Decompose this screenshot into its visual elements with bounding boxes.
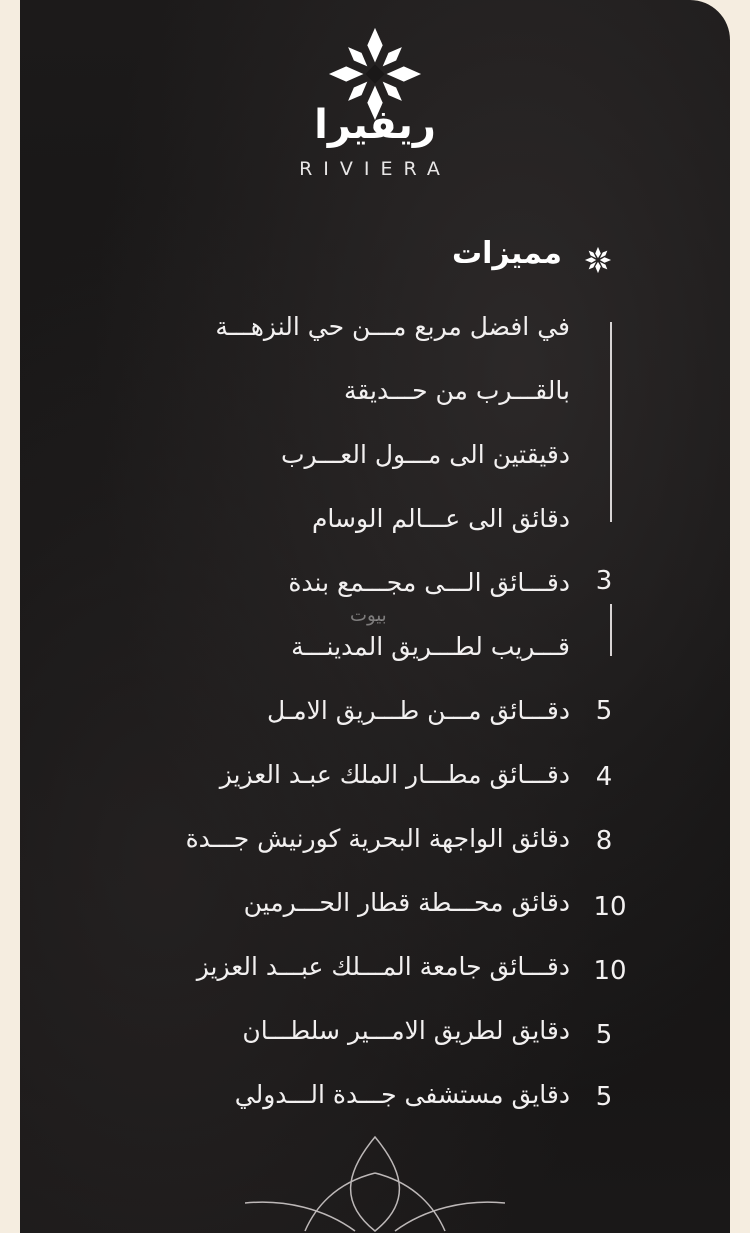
feature-number: 5 [595, 696, 613, 726]
feature-item: دقـــائق الـــى مجـــمع بندة [288, 568, 570, 597]
feature-number: 3 [595, 566, 613, 596]
watermark-text: بيوت [350, 605, 387, 626]
brand-name-arabic: ريفيرا [314, 102, 436, 148]
brand-name-english: RIVIERA [299, 158, 451, 180]
feature-item: دقايق لطريق الامـــير سلطـــان [242, 1016, 570, 1045]
feature-item: دقيقتين الى مـــول العـــرب [280, 440, 570, 469]
feature-item: في افضل مربع مـــن حي النزهـــة [215, 312, 570, 341]
lotus-ornament-icon [245, 1133, 505, 1233]
feature-item: دقـــائق مـــن طـــريق الامـل [266, 696, 570, 725]
feature-item: بالقـــرب من حـــديقة [343, 376, 570, 405]
feature-number: 8 [595, 826, 613, 856]
section-title: مميزات [451, 236, 562, 271]
feature-item: دقـــائق مطـــار الملك عبـد العزيز [219, 760, 570, 789]
snowflake-ornament-icon [584, 246, 612, 274]
feature-number: 10 [593, 956, 627, 986]
feature-item: قـــريب لطـــريق المدينـــة [291, 632, 570, 661]
feature-item: دقايق مستشفى جـــدة الـــدولي [234, 1080, 570, 1109]
feature-number: 5 [595, 1020, 613, 1050]
feature-item: دقـــائق جامعة المـــلك عبـــد العزيز [196, 952, 570, 981]
feature-number: 5 [595, 1082, 613, 1112]
feature-number: 4 [595, 762, 613, 792]
divider-line-top [610, 322, 612, 522]
divider-line-middle [610, 604, 612, 656]
feature-item: دقائق محـــطة قطار الحـــرمين [243, 888, 570, 917]
feature-number: 10 [593, 892, 627, 922]
feature-item: دقائق الواجهة البحرية كورنيش جـــدة [185, 824, 570, 853]
poster-card [20, 0, 730, 1233]
feature-item: دقائق الى عـــالم الوسام [311, 504, 570, 533]
